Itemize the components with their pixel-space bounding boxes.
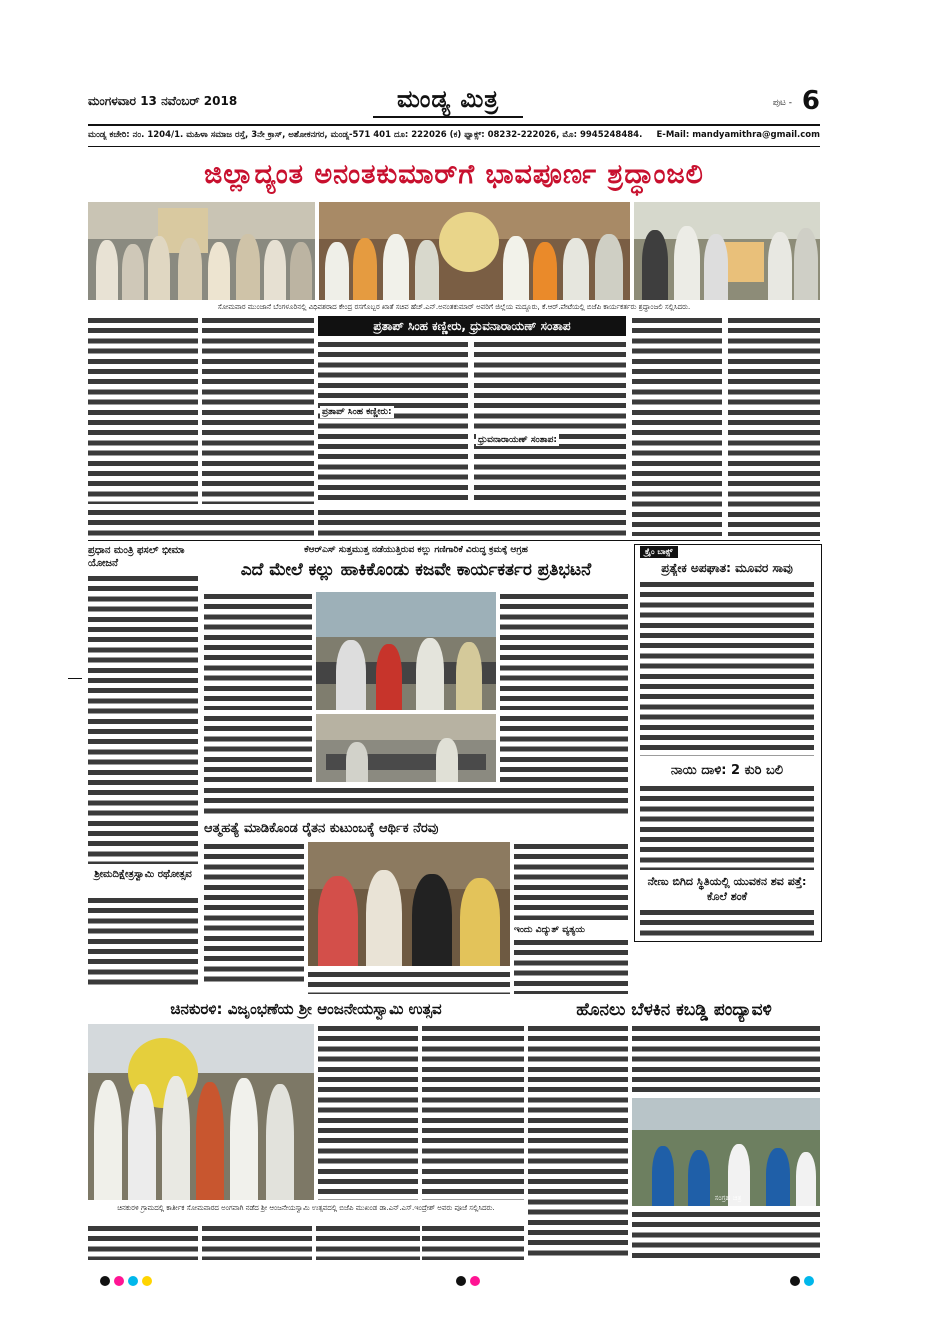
swamy-body — [88, 896, 198, 986]
crime-tag: ಕ್ರೈಂ ಬಾಕ್ಸ್ — [640, 546, 678, 558]
newspaper-page — [88, 84, 820, 1260]
kabaddi-col-1 — [528, 1024, 628, 1260]
protest-headline: ಎದೆ ಮೇಲೆ ಕಲ್ಲು ಹಾಕಿಕೊಂಡು ಕಜವೇ ಕಾರ್ಯಕರ್ತರ ಪ್ರತಿಭಟನೆ — [240, 560, 592, 580]
accident-body — [640, 580, 814, 756]
swamy-headline: ಶ್ರೀಮದಿಕ್ಷೇತ್ರಸ್ವಾಮಿ ರಥೋತ್ಸವ — [94, 869, 192, 880]
office-address — [88, 130, 820, 140]
utsava-tail-3 — [316, 1224, 420, 1260]
mid-rule — [88, 540, 820, 541]
masthead: ಮಂಡ್ಯ ಮಿತ್ರ — [363, 84, 533, 120]
protest-head-box — [204, 544, 628, 588]
farmer-aid-photo — [308, 842, 510, 966]
banner-headline: ಜಿಲ್ಲಾದ್ಯಂತ ಅನಂತಕುಮಾರ್‌ಗೆ ಭಾವಪೂರ್ಣ ಶ್ರದ್ಧಾಂಜಲಿ — [204, 159, 704, 190]
page-number: 6 — [801, 86, 820, 116]
utsava-headline: ಚಿನಕುರಳಿ: ವಿಜೃಂಭಣೆಯ ಶ್ರೀ ಆಂಜನೇಯಸ್ವಾಮಿ ಉತ್ಸವ — [170, 1000, 442, 1018]
tribute-photo-1 — [88, 202, 315, 300]
article-right-col-2 — [728, 316, 820, 536]
pratap-tail — [318, 508, 626, 536]
pratap-col-1 — [318, 340, 468, 504]
registration-dot-cyan-3 — [804, 1276, 814, 1286]
protest-kicker: ಕೆಆರ್‌ಎಸ್ ಸುತ್ತಮುತ್ತ ನಡೆಯುತ್ತಿರುವ ಕಲ್ಲು ಗಣಿಗಾರಿಕೆ ವಿರುದ್ಧ ಕ್ರಮಕ್ಕೆ ಆಗ್ರಹ — [304, 545, 528, 555]
article-left-col-2 — [202, 316, 314, 504]
protest-col-4 — [500, 714, 628, 782]
protest-col-2 — [500, 592, 628, 710]
issue-date: ಮಂಗಳವಾರ 13 ನವೆಂಬರ್ 2018 — [88, 94, 238, 108]
farmer-aid-tail — [308, 970, 510, 994]
registration-dot-cyan — [128, 1276, 138, 1286]
farmer-aid-col-1 — [204, 842, 304, 982]
protest-photo-2 — [316, 714, 496, 782]
power-cut-headline: ಇಂದು ವಿದ್ಯುತ್ ವ್ಯತ್ಯಯ — [514, 925, 585, 935]
farmer-aid-col-2 — [514, 842, 628, 920]
registration-dot-black-3 — [790, 1276, 800, 1286]
registration-dot-magenta-2 — [470, 1276, 480, 1286]
power-cut-body — [514, 938, 628, 994]
protest-col-3 — [204, 714, 312, 782]
email-address: E-Mail: mandyamithra@gmail.com — [656, 130, 820, 140]
registration-dot-magenta — [114, 1276, 124, 1286]
protest-photo-1 — [316, 592, 496, 710]
kabaddi-headline: ಹೊನಲು ಬೆಳಕಿನ ಕಬಡ್ಡಿ ಪಂದ್ಯಾವಳಿ — [576, 1000, 772, 1020]
page-label: ಪುಟ - — [772, 98, 792, 108]
article-right-col-1 — [632, 316, 722, 536]
registration-dot-black — [100, 1276, 110, 1286]
tribute-caption: ಸೋಮವಾರ ಮುಂಜಾನೆ ಬೆಂಗಳೂರಿನಲ್ಲಿ ವಿಧಿವಶರಾದ ಕೇಂದ್ರ ರಸಗೊಬ್ಬರ ಖಾತೆ ಸಚಿವ ಹೆಚ್.ಎನ್.ಅನಂತಕುಮಾರ್ ಅವರಿಗೆ ಜಿಲ್ಲೆಯ ಮದ್ದೂರು, ಕೆ.ಆರ್.ಪೇಟೆಯಲ್ಲಿ ಬಿಜೆಪಿ ಕಾರ್ಯಕರ್ತರು ಶ್ರದ್ಧಾಂಜಲಿ ಸಲ್ಲಿಸಿದರು. — [217, 303, 691, 311]
murder-body — [640, 908, 814, 936]
margin-marker — [68, 678, 82, 679]
accident-headline: ಪ್ರತ್ಯೇಕ ಅಪಘಾತ: ಮೂವರ ಸಾವು — [661, 561, 793, 575]
utsava-tail-4 — [422, 1224, 524, 1260]
utsava-photo — [88, 1024, 314, 1200]
tribute-photo-2 — [319, 202, 630, 300]
utsava-tail-2 — [202, 1224, 312, 1260]
address-rule — [88, 146, 820, 147]
fasal-body — [88, 574, 198, 864]
pratap-col-2 — [474, 340, 626, 504]
tribute-photo-3 — [634, 202, 820, 300]
registration-dot-yellow — [142, 1276, 152, 1286]
utsava-tail-1 — [88, 1224, 198, 1260]
dhruva-subhead: ಧ್ರುವನಾರಾಯಣ್ ಸಂತಾಪ: — [478, 435, 557, 445]
registration-dot-black-2 — [456, 1276, 466, 1286]
utsava-col-2 — [422, 1024, 524, 1200]
dog-attack-body — [640, 784, 814, 870]
article-left-col-1 — [88, 316, 198, 504]
farmer-aid-headline: ಆತ್ಮಹತ್ಯೆ ಮಾಡಿಕೊಂಡ ರೈತನ ಕುಟುಂಬಕ್ಕೆ ಆರ್ಥಿಕ ನೆರವು — [204, 821, 439, 836]
fasal-headline: ಪ್ರಧಾನ ಮಂತ್ರಿ ಫಸಲ್ ಭೀಮಾ ಯೋಜನೆ — [88, 545, 185, 569]
kabaddi-caption: ಸಂಗ್ರಹ ಚಿತ್ರ — [714, 1194, 742, 1202]
protest-tail — [204, 786, 628, 816]
address-text: ಮಂಡ್ಯ ಕಚೇರಿ: ನಂ. 1204/1. ಮಹಿಳಾ ಸಮಾಜ ರಸ್ತೆ, 3ನೇ ಕ್ರಾಸ್, ಅಶೋಕನಗರ, ಮಂಡ್ಯ-571 401 ದೂ: 222026 (ಕ) ಫ್ಯಾಕ್ಸ್: 08232-222026, ಮೊ: 9945248484. — [88, 130, 643, 140]
kabaddi-col-intro — [632, 1024, 820, 1094]
kabaddi-col-2 — [632, 1210, 820, 1260]
dog-attack-headline: ನಾಯಿ ದಾಳಿ: 2 ಕುರಿ ಬಲಿ — [670, 763, 784, 778]
pratap-headline: ಪ್ರತಾಪ್ ಸಿಂಹ ಕಣ್ಣೀರು, ಧ್ರುವನಾರಾಯಣ್ ಸಂತಾಪ — [318, 316, 626, 336]
protest-col-1 — [204, 592, 312, 710]
pratap-subhead: ಪ್ರತಾಪ್ ಸಿಂಹ ಕಣ್ಣೀರು: — [322, 407, 392, 417]
utsava-col-1 — [318, 1024, 418, 1200]
murder-headline: ನೇಣು ಬಿಗಿದ ಸ್ಥಿತಿಯಲ್ಲಿ ಯುವಕನ ಶವ ಪತ್ತೆ: ಕೊಲೆ ಶಂಕೆ — [647, 875, 807, 903]
article-left-tail — [88, 508, 314, 536]
kabaddi-photo — [632, 1098, 820, 1206]
utsava-caption: ಚಿನಕುರಳಿ ಗ್ರಾಮದಲ್ಲಿ ಕಾರ್ತೀಕ ಸೋಮವಾರದ ಅಂಗವಾಗಿ ನಡೆದ ಶ್ರೀ ಆಂಜನೇಯಸ್ವಾಮಿ ಉತ್ಸವದಲ್ಲಿ ಬಿಜೆಪಿ ಮುಖಂಡ ಡಾ.ಎನ್.ಎಸ್.ಇಂದ್ರೇಶ್ ಅವರು ಪೂಜೆ ಸಲ್ಲಿಸಿದರು. — [117, 1204, 495, 1212]
header-rule — [88, 124, 820, 126]
